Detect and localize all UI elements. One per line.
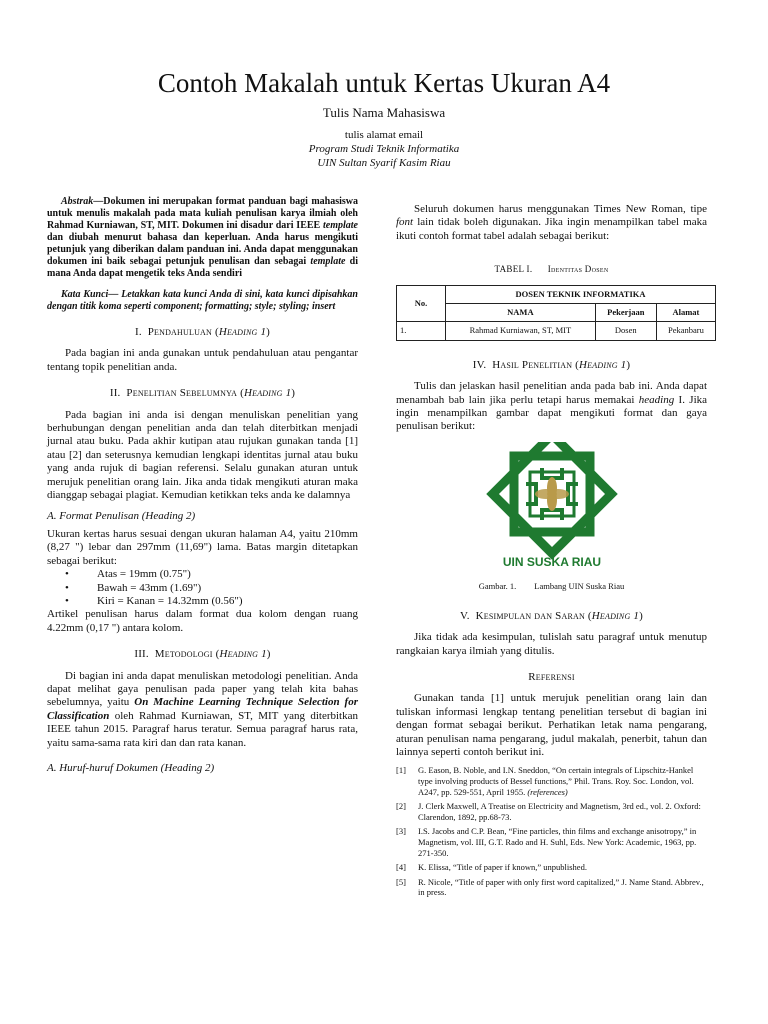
left-column xyxy=(47,196,358,779)
list-item xyxy=(396,801,707,822)
heading-close: ) xyxy=(291,387,296,400)
heading-number: V. xyxy=(460,609,470,622)
reference-list xyxy=(396,765,707,898)
section-5-body: Jika tidak ada kesimpulan, tulislah satu paragraf untuk menutup rangkaian karya ilmiah yang ditulis. xyxy=(396,631,707,657)
heading-close: ) xyxy=(266,326,271,338)
heading-word: heading xyxy=(638,393,675,406)
heading-title: Penelitian Sebelumnya ( xyxy=(126,387,244,400)
heading-close: ) xyxy=(639,609,643,622)
heading-title: Pendahuluan ( xyxy=(147,326,219,338)
reference-body: G. Eason, B. Noble, and I.N. Sneddon, “On certain integrals of Lipschitz-Hankel type involving products of Bessel functions,” Phil. Trans. Roy. Soc. London, vol. A247, pp. 529-551, April 1955. xyxy=(418,765,694,797)
section-heading-1 xyxy=(47,326,358,339)
paper-title: Contoh Makalah untuk Kertas Ukuran A4 xyxy=(157,68,611,98)
list-item xyxy=(396,765,707,797)
section-3-text-1: Di bagian ini anda dapat menuliskan metodologi penelitian. Anda dapat melihat gaya penulisan pada paper yang telah kita bahas sebelumnya, yaitu xyxy=(47,669,358,709)
heading-style: Heading 1 xyxy=(219,648,267,661)
table-row xyxy=(397,322,716,340)
reference-text: J. Clerk Maxwell, A Treatise on Electricity and Magnetism, 3rd ed., vol. 2. Oxford: Clarendon, 1892, pp.68-73. xyxy=(418,801,701,822)
list-item xyxy=(396,826,707,858)
section-3-body xyxy=(47,670,358,750)
table-caption-title: Identitas Dosen xyxy=(547,264,609,275)
section-heading-3 xyxy=(47,648,358,661)
heading-number: III. xyxy=(134,648,149,661)
university xyxy=(0,156,768,170)
list-item: • Atas = 19mm (0.75") xyxy=(65,568,358,581)
table-header-nama: NAMA xyxy=(446,304,596,322)
figure-caption xyxy=(396,580,707,593)
lecturer-table xyxy=(396,285,716,341)
study-program-text: Program Studi Teknik Informatika xyxy=(308,143,460,155)
references-heading: Referensi xyxy=(528,670,575,683)
abstract xyxy=(47,196,358,280)
section-4-body xyxy=(396,380,707,434)
cited-paper-title: On Machine Learning Technique Selection for Classification xyxy=(47,696,358,722)
abstract-text-2: dan diubah menurut bahasa dan keperluan. Anda harus mengikuti petunjuk yang diberikan dalam panduan ini. Anda dapat menggunakan dokumen ini baik sebagai petunjuk penulisan dan sebagai xyxy=(47,232,358,267)
affiliation-block xyxy=(0,128,768,170)
list-item: • Bawah = 43mm (1.69") xyxy=(65,582,358,595)
author-email: tulis alamat email xyxy=(344,129,424,141)
abstract-label: Abstrak xyxy=(61,196,94,207)
references-intro: Gunakan tanda [1] untuk merujuk penelitian orang lain dan tuliskan informasi lengkap tentang penelitian tersebut di bagian ini dengan format sebagai berikut. Perhatikan letak nama pengarang, aturan penulisan nama pengarang, judul makalah, penerbit, tahun dan lainnya seperti contoh berikut ini. xyxy=(396,692,707,758)
heading-title: Kesimpulan dan Saran ( xyxy=(475,609,592,622)
format-body-1: Ukuran kertas harus sesuai dengan ukuran halaman A4, yaitu 210mm (8,27 ") lebar dan 297mm (11,69") lama. Batas margin ditetapkan sebagai berikut: xyxy=(47,527,358,567)
abstract-template-1: template xyxy=(323,220,358,231)
section-4-text-2: I. Jika ingin menampilkan gambar dapat mengikuti format dan gaya penulisan berikut: xyxy=(396,393,708,433)
font-word: font xyxy=(396,216,414,229)
format-body-2: Artikel penulisan harus dalam format dua kolom dengan ruang 4.22mm (0,17 ") antara kolom. xyxy=(47,608,358,634)
reference-text: K. Elissa, “Title of paper if known,” unpublished. xyxy=(418,862,587,873)
uin-suska-logo-image xyxy=(482,442,622,572)
heading-number: IV. xyxy=(472,358,487,371)
heading-number: II. xyxy=(109,387,121,400)
heading-title: Hasil Penelitian ( xyxy=(492,358,580,371)
heading-close: ) xyxy=(266,648,271,661)
heading-style: Heading 1 xyxy=(243,387,292,400)
heading-close: ) xyxy=(626,358,631,371)
heading-style: Heading 1 xyxy=(218,326,267,338)
list-item xyxy=(396,877,707,898)
reference-index: [1] xyxy=(396,765,406,776)
reference-index: [5] xyxy=(396,876,406,887)
subsection-heading-format: A. Format Penulisan (Heading 2) xyxy=(47,510,196,523)
fonts-body xyxy=(396,203,707,243)
table-cell-alamat: Pekanbaru xyxy=(656,322,715,340)
heading-number: I. xyxy=(134,326,142,338)
figure-logo xyxy=(396,442,707,576)
margin-list xyxy=(47,568,358,608)
section-heading-5 xyxy=(396,610,707,623)
reference-index: [3] xyxy=(396,826,406,837)
heading-style: Heading 1 xyxy=(579,358,627,371)
heading-title: Metodologi ( xyxy=(154,648,220,661)
abstract-text-1: Dokumen ini merupakan format panduan bagi mahasiswa untuk menulis makalah pada mata kuliah penulisan karya ilmiah oleh Rahmad Kurniawan, ST, MIT. Dokumen ini disadur dari IEEE xyxy=(47,196,358,231)
table-header-alamat: Alamat xyxy=(656,304,715,322)
table-header-pekerjaan: Pekerjaan xyxy=(595,304,656,322)
reference-text xyxy=(418,765,707,797)
abstract-template-2: template xyxy=(310,256,346,267)
university-text: UIN Sultan Syarif Kasim Riau xyxy=(317,157,451,169)
right-column xyxy=(396,203,707,902)
section-4-text-1: Tulis dan jelaskan hasil penelitian anda pada bab ini. Anda dapat menambah bab lain jika perlu tetapi harus memakai xyxy=(396,380,707,406)
reference-suffix: (references) xyxy=(527,786,568,797)
section-1-body: Pada bagian ini anda gunakan untuk pendahuluan atau pengantar tentang topik penelitian anda. xyxy=(47,347,358,373)
section-2-body: Pada bagian ini anda isi dengan menuliskan penelitian yang berhubungan dengan penelitian anda dan telah diterbitkan menjadi jurnal atau buku. Pada akhir kutipan atau rujukan gunakan tanda [1] atau [2] dan seterusnya kemudian lengkapi identitas jurnal atau buku yang anda rujuk di bagian referensi. Selalu gunakan aturan untuk merujuk penelitian orang lain. Jika anda tidak mengikuti aturan maka dianggap sebagai plagiat. Kemudian ketikkan teks anda ke dalamnya xyxy=(47,408,358,502)
figure-caption-text: Lambang UIN Suska Riau xyxy=(534,581,625,592)
reference-index: [4] xyxy=(396,862,406,873)
section-3-text-2: oleh Rahmad Kurniawan, ST, MIT yang diterbitkan IEEE tahun 2015. Paragraf harus teratur. Semua paragraf harus rata, yaitu sama-sama rata kiri dan dan rata kanan. xyxy=(47,709,358,749)
fonts-text-2: lain tidak boleh digunakan. Jika ingin menampilkan tabel maka ikuti contoh format tabel adalah sebagai berikut: xyxy=(396,216,707,242)
table-caption-number: TABEL I. xyxy=(494,264,533,275)
table-header-no: No. xyxy=(397,285,446,322)
reference-index: [2] xyxy=(396,801,406,812)
list-item xyxy=(396,862,707,873)
table-cell-no: 1. xyxy=(397,322,446,340)
table-cell-nama: Rahmad Kurniawan, ST, MIT xyxy=(446,322,596,340)
abstract-text-3: di mana Anda dapat mengetik teks Anda sendiri xyxy=(47,256,358,279)
reference-text: R. Nicole, “Title of paper with only first word capitalized,” J. Name Stand. Abbrev., in press. xyxy=(418,876,704,898)
subsection-heading-fonts: A. Huruf-huruf Dokumen (Heading 2) xyxy=(47,761,215,774)
author-name: Tulis Nama Mahasiswa xyxy=(322,105,446,120)
table-header-group: DOSEN TEKNIK INFORMATIKA xyxy=(446,285,716,303)
figure-caption-number: Gambar. 1. xyxy=(478,581,517,592)
table-caption xyxy=(396,263,707,276)
heading-style: Heading 1 xyxy=(591,609,640,622)
logo-wordmark: UIN SUSKA RIAU xyxy=(502,554,601,569)
table-cell-pekerjaan: Dosen xyxy=(595,322,656,340)
abstract-dash: — xyxy=(93,196,104,207)
section-heading-2 xyxy=(47,387,358,400)
list-item: • Kiri = Kanan = 14.32mm (0.56") xyxy=(65,595,358,608)
study-program xyxy=(0,142,768,156)
fonts-text-1: Seluruh dokumen harus menggunakan Times New Roman, tipe xyxy=(414,203,707,215)
reference-text: I.S. Jacobs and C.P. Bean, “Fine particles, thin films and exchange anisotropy,” in Magnetism, vol. III, G.T. Rado and H. Suhl, Eds. New York: Academic, 1963, pp. 271-350. xyxy=(418,826,697,858)
section-heading-4 xyxy=(396,359,707,372)
keywords: Kata Kunci— Letakkan kata kunci Anda di sini, kata kunci dipisahkan dengan titik koma seperti component; formatting; style; styling; insert xyxy=(47,289,358,312)
